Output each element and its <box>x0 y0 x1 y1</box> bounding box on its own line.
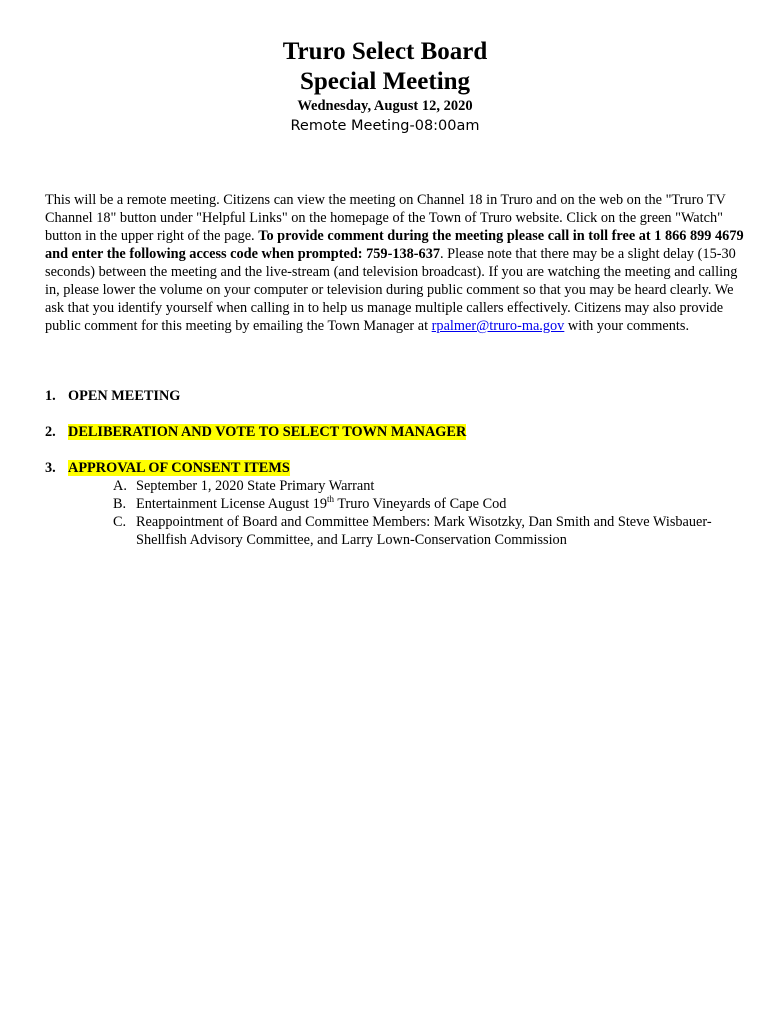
meeting-time: Remote Meeting-08:00am <box>290 118 480 134</box>
consent-item-letter: A. <box>113 478 127 494</box>
consent-items-list <box>45 477 750 549</box>
document-title: Truro Select Board <box>282 38 488 65</box>
consent-item-letter: C. <box>113 514 127 530</box>
document-subtitle: Special Meeting <box>299 68 471 95</box>
consent-item-text-cont: Truro Vineyards of Cape Cod <box>334 496 507 512</box>
consent-item-text: September 1, 2020 State Primary Warrant <box>136 478 375 494</box>
intro-paragraph <box>45 191 750 335</box>
agenda-item-consent <box>45 459 750 549</box>
agenda-item-label: OPEN MEETING <box>68 388 181 404</box>
ordinal-suffix: th <box>326 494 334 505</box>
consent-item-entertainment-license <box>45 495 750 513</box>
email-link[interactable]: rpalmer@truro-ma.gov <box>431 318 565 334</box>
agenda-item-label: APPROVAL OF CONSENT ITEMS <box>68 460 290 476</box>
consent-item-text: Reappointment of Board and Committee Members: Mark Wisotzky, Dan Smith and Steve Wisbauer-Shellfish Advisory Committee, and Larry Lown-Conservation Commission <box>136 514 712 548</box>
meeting-date: Wednesday, August 12, 2020 <box>297 98 473 114</box>
intro-call-in-instructions: To provide comment during the meeting please call in toll free at 1 866 899 4679 and enter the following access code when prompted: 759-138-637 <box>45 228 744 262</box>
consent-item-text: Entertainment License August 19 <box>136 496 327 512</box>
consent-item-reappointments <box>45 513 750 549</box>
agenda-item-town-manager <box>45 423 750 441</box>
agenda-list <box>45 387 750 549</box>
intro-text-part3: with your comments. <box>564 318 690 334</box>
consent-item-primary-warrant <box>45 477 750 495</box>
consent-item-letter: B. <box>113 496 127 512</box>
intro-text-part2: . Please note that there may be a slight delay (15-30 seconds) between the meeting and the live-stream (and television broadcast). If you are watching the meeting and calling in, please lower the volume on your computer or television during public comment so that you may be heard clearly. We ask that you identify yourself when calling in to help us manage multiple callers effectively. Citizens may also provide public comment for this meeting by emailing the Town Manager at <box>45 246 738 334</box>
agenda-item-number: 3. <box>45 460 56 476</box>
agenda-item-number: 2. <box>45 424 56 440</box>
intro-text-part1: This will be a remote meeting. Citizens can view the meeting on Channel 18 in Truro and on the web on the "Truro TV Channel 18" button under "Helpful Links" on the homepage of the Town of Truro website. Click on the green "Watch" button in the upper right of the page. <box>45 192 726 244</box>
agenda-item-label: DELIBERATION AND VOTE TO SELECT TOWN MANAGER <box>68 424 467 440</box>
agenda-item-number: 1. <box>45 388 56 404</box>
agenda-item-open-meeting <box>45 387 750 405</box>
